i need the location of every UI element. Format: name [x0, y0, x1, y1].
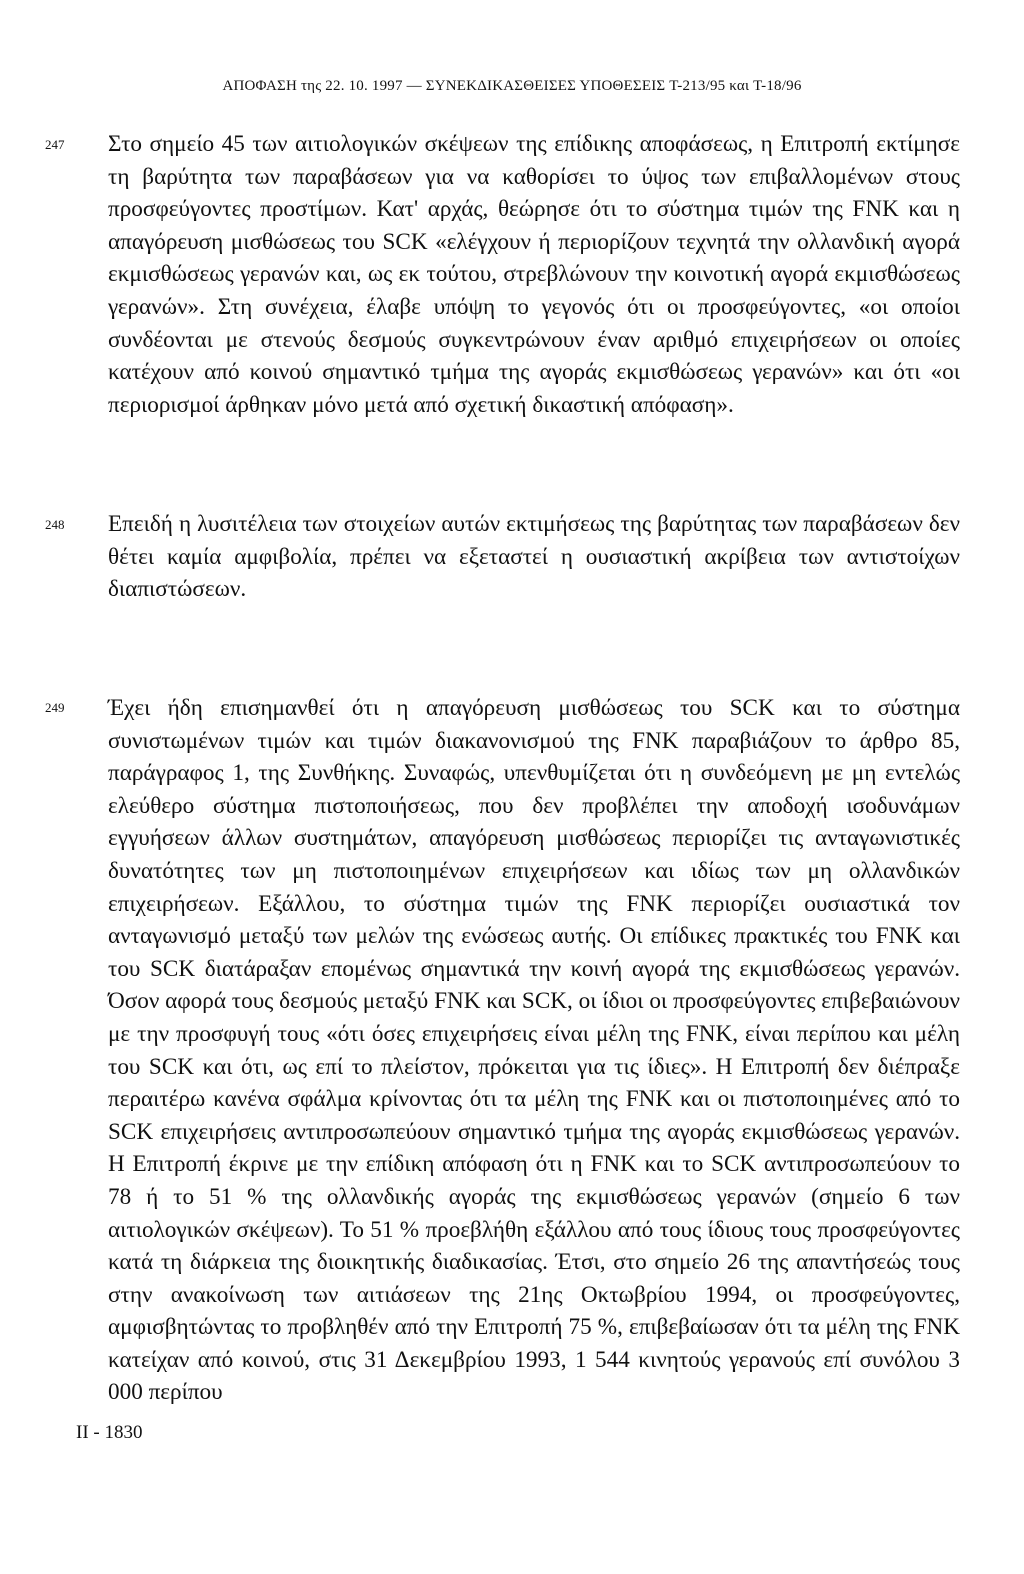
paragraph-247: Στο σημείο 45 των αιτιολογικών σκέψεων της επίδικης αποφάσεως, η Επιτροπή εκτίμησε τη βαρύτητα των παραβάσεων για να καθορίσει το ύψος των επιβαλλομένων στους προσφεύγοντες προστίμων. Κατ' αρχάς, θεώρησε ότι το σύστημα τιμών της FNK και η απαγόρευση μισθώσεως του SCK «ελέγχουν ή περιορίζουν τεχνητά την ολλανδική αγορά εκμισθώσεως γερανών και, ως εκ τούτου, στρεβλώνουν την κοινοτική αγορά εκμισθώσεως γερανών». Στη συνέχεια, έλαβε υπόψη το γεγονός ότι οι προσφεύγοντες, «οι οποίοι συνδέονται με στενούς δεσμούς συγκεντρώνουν έναν αριθμό επιχειρήσεων οι οποίες κατέχουν από κοινού σημαντικό τμήμα της αγοράς εκμισθώσεως γερανών» και ότι «οι περιορισμοί άρθηκαν μόνο μετά από σχετική δικαστική απόφαση». — [108, 131, 960, 418]
paragraph-249: Έχει ήδη επισημανθεί ότι η απαγόρευση μισθώσεως του SCK και το σύστημα συνιστωμένων τιμών και τιμών διακανονισμού της FNK παραβιάζουν το άρθρο 85, παράγραφος 1, της Συνθήκης. Συναφώς, υπενθυμίζεται ότι η συνδεόμενη με μη εντελώς ελεύθερο σύστημα πιστοποιήσεως, που δεν προβλέπει την αποδοχή ισοδυνάμων εγγυήσεων άλλων συστημάτων, απαγόρευση μισθώσεως περιορίζει τις ανταγωνιστικές δυνατότητες των μη πιστοποιημένων επιχειρήσεων και ιδίως των μη ολλανδικών επιχειρήσεων. Εξάλλου, το σύστημα τιμών της FNK περιορίζει ουσιαστικά τον ανταγωνισμό μεταξύ των μελών της ενώσεως αυτής. Οι επίδικες πρακτικές του FNK και του SCK διατάραξαν επομένως σημαντικά την κοινή αγορά της εκμισθώσεως γερανών. Όσον αφορά τους δεσμούς μεταξύ FNK και SCK, οι ίδιοι οι προσφεύγοντες επιβεβαιώνουν με την προσφυγή τους «ότι όσες επιχειρήσεις είναι μέλη της FNK, είναι περίπου και μέλη του SCK και ότι, ως επί το πλείστον, πρόκειται για τις ίδιες». Η Επιτροπή δεν διέπραξε περαιτέρω κανένα σφάλμα κρίνοντας ότι τα μέλη της FNK και οι πιστοποιημένες από το SCK επιχειρήσεις αντιπροσωπεύουν σημαντικό τμήμα της αγοράς εκμισθώσεως γερανών. Η Επιτροπή έκρινε με την επίδικη απόφαση ότι η FNK και το SCK αντιπροσωπεύουν το 78 ή το 51 % της ολλανδικής αγοράς της εκμισθώσεως γερανών (σημείο 6 των αιτιολογικών σκέψεων). Το 51 % προεβλήθη εξάλλου από τους ίδιους τους προσφεύγοντες κατά τη διάρκεια της διοικητικής διαδικασίας. Έτσι, στο σημείο 26 της απαντήσεώς τους στην ανακοίνωση των αιτιάσεων της 21ης Οκτωβρίου 1994, οι προσφεύγοντες, αμφισβητώντας το προβληθέν από την Επιτροπή 75 %, επιβεβαίωσαν ότι τα μέλη της FNK κατείχαν από κοινού, στις 31 Δεκεμβρίου 1993, 1 544 κινητούς γερανούς επί συνόλου 3 000 περίπου — [108, 695, 960, 1406]
paragraph-number: 249 — [45, 700, 65, 715]
paragraph-248: Επειδή η λυσιτέλεια των στοιχείων αυτών εκτιμήσεως της βαρύτητας των παραβάσεων δεν θέτει καμία αμφιβολία, πρέπει να εξεταστεί η ουσιαστική ακρίβεια των αντιστοίχων διαπιστώσεων. — [108, 511, 960, 603]
page-number: II - 1830 — [76, 1422, 143, 1443]
paragraph-number: 247 — [45, 137, 65, 152]
running-header: ΑΠΟΦΑΣΗ της 22. 10. 1997 — ΣΥΝΕΚΔΙΚΑΣΘΕΙΣΕΣ ΥΠΟΘΕΣΕΙΣ T-213/95 και T-18/96 — [222, 78, 802, 94]
paragraph-number: 248 — [45, 517, 65, 532]
